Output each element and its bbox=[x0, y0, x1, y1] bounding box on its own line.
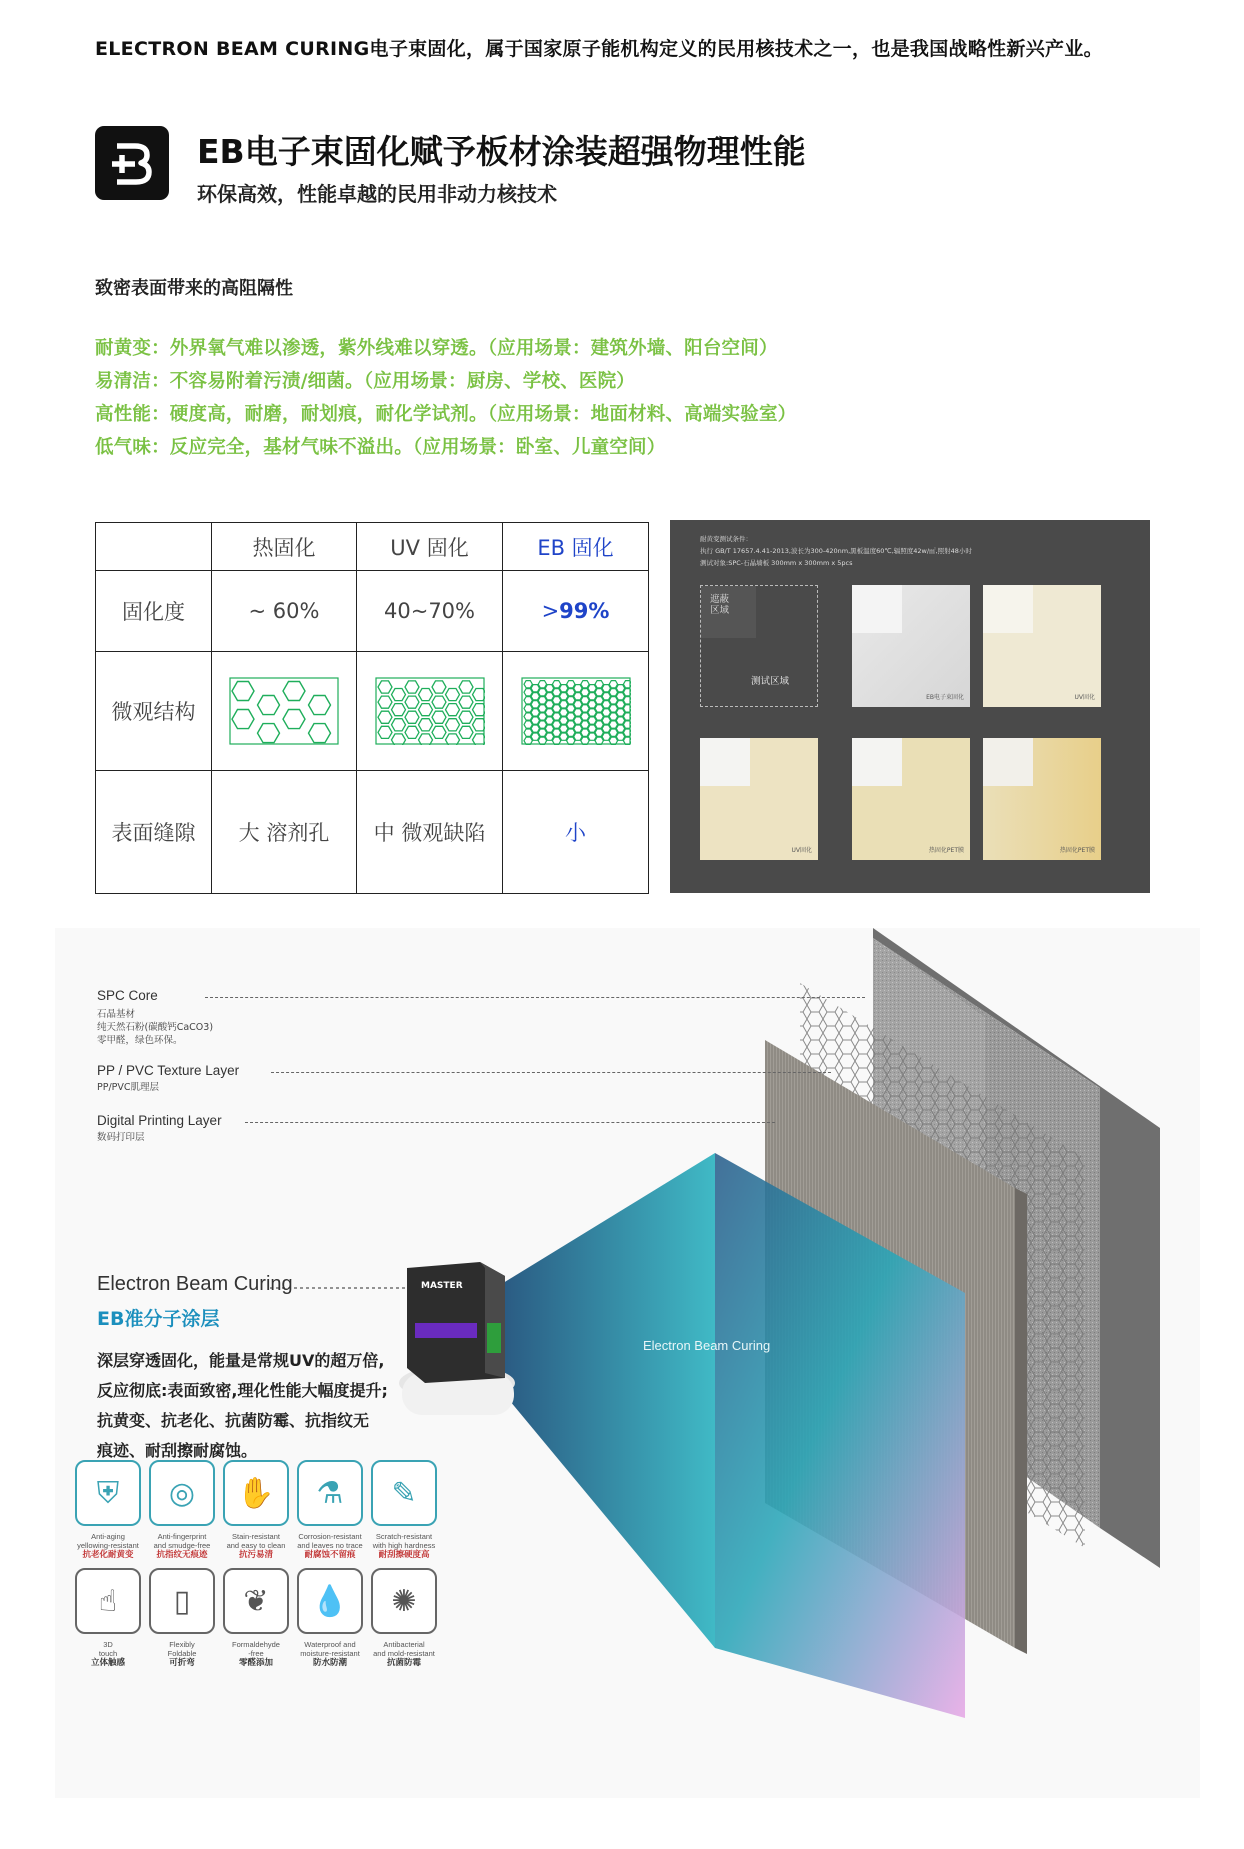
hex-cell bbox=[559, 733, 567, 740]
hex-cell bbox=[587, 701, 595, 708]
sample-label: EB电子束固化 bbox=[926, 694, 964, 701]
hex-cell bbox=[573, 717, 581, 724]
icon-caption-en: Stain-resistant and easy to clean bbox=[226, 1532, 286, 1550]
test-note: 测试对象:SPC-石晶墙板 300mm x 300mm x 5pcs bbox=[700, 559, 853, 567]
hex-cell bbox=[580, 737, 588, 744]
hex-cell bbox=[524, 697, 532, 704]
layer-label-printing: Digital Printing Layer bbox=[97, 1113, 222, 1128]
layer-desc: PP/PVC肌理层 bbox=[97, 1082, 160, 1093]
hex-cell bbox=[616, 709, 624, 716]
hex-cell bbox=[459, 726, 473, 738]
icon-caption-en: Waterproof and moisture-resistant bbox=[300, 1640, 360, 1658]
eb-value: 99% bbox=[559, 599, 610, 623]
shield-area bbox=[700, 738, 750, 786]
water-shield-icon bbox=[297, 1568, 363, 1634]
hex-cell bbox=[232, 710, 254, 729]
hex-cell bbox=[566, 729, 574, 736]
hex-cell bbox=[538, 689, 546, 696]
hex-cell bbox=[472, 719, 485, 731]
hex-cell bbox=[524, 713, 532, 720]
hex-cell bbox=[580, 697, 588, 704]
icon-glyph: ☝ bbox=[98, 1583, 118, 1619]
hex-cell bbox=[552, 697, 560, 704]
hex-cell bbox=[531, 709, 539, 716]
hex-cell bbox=[391, 734, 405, 745]
hex-cell bbox=[545, 709, 553, 716]
icon-caption-cn: 抗菌防霉 bbox=[386, 1658, 421, 1668]
table-row bbox=[96, 771, 649, 894]
hex-cell bbox=[391, 719, 405, 731]
hex-cell bbox=[405, 696, 419, 708]
shield-area bbox=[852, 585, 902, 633]
hex-cell bbox=[538, 737, 546, 744]
table-cell: 40~70% bbox=[357, 571, 503, 652]
row-label: 表面缝隙 bbox=[96, 771, 212, 894]
hex-cell bbox=[566, 737, 574, 744]
hex-cell bbox=[587, 733, 595, 740]
hex-cell bbox=[616, 733, 624, 740]
shield-area bbox=[983, 738, 1033, 786]
hex-cell bbox=[531, 701, 539, 708]
table-cell: 中 微观缺陷 bbox=[357, 771, 503, 894]
hex-cell bbox=[418, 689, 432, 701]
hex-cell bbox=[616, 693, 624, 700]
micro-structure-thermal bbox=[212, 652, 357, 771]
eb-logo bbox=[95, 126, 169, 200]
icon-caption-en: Corrosion-resistant and leaves no trace bbox=[297, 1532, 363, 1550]
table-header-uv: UV 固化 bbox=[357, 523, 503, 571]
hex-cell bbox=[552, 721, 560, 728]
hex-cell bbox=[609, 689, 617, 696]
icon-caption-en: Anti-aging yellowing-resistant bbox=[77, 1532, 139, 1550]
hex-cell bbox=[595, 689, 603, 696]
hex-cell bbox=[609, 713, 617, 720]
hex-cell bbox=[545, 725, 553, 732]
hex-cell bbox=[418, 719, 432, 731]
gt-symbol: > bbox=[541, 599, 560, 623]
hex-cell bbox=[405, 726, 419, 738]
hex-cell bbox=[552, 681, 560, 688]
hex-cell bbox=[545, 693, 553, 700]
shield-zone-label: 遮蔽 区域 bbox=[710, 594, 730, 616]
hex-cell bbox=[445, 704, 459, 716]
hex-cell bbox=[545, 685, 553, 692]
row-label: 固化度 bbox=[96, 571, 212, 652]
feature-item: 耐黄变：外界氧气难以渗透，紫外线难以穿透。（应用场景：建筑外墙、阳台空间） bbox=[95, 338, 778, 359]
folding-icon bbox=[149, 1568, 215, 1634]
hex-cell bbox=[552, 689, 560, 696]
headline: ELECTRON BEAM CURING电子束固化，属于国家原子能机构定义的民用核技术之一，也是我国战略性新兴产业。 bbox=[95, 38, 1103, 60]
hex-cell bbox=[378, 681, 392, 693]
hex-cell bbox=[538, 713, 546, 720]
hex-cell bbox=[602, 709, 610, 716]
feature-item: 易清洁：不容易附着污渍/细菌。（应用场景：厨房、学校、医院） bbox=[95, 371, 636, 392]
table-cell: ~ 60% bbox=[212, 571, 357, 652]
hex-cell bbox=[580, 729, 588, 736]
test-zone-diagram bbox=[700, 585, 818, 707]
hex-cell bbox=[531, 693, 539, 700]
sample-pet-2 bbox=[983, 738, 1101, 860]
hex-cell bbox=[283, 682, 305, 701]
fingerprint-icon bbox=[149, 1460, 215, 1526]
hex-cell bbox=[538, 721, 546, 728]
icon-glyph: ▯ bbox=[173, 1583, 191, 1619]
icon-caption-en: 3D touch bbox=[98, 1640, 118, 1658]
hex-cell bbox=[552, 713, 560, 720]
hex-cell bbox=[545, 717, 553, 724]
layer-label-texture: PP / PVC Texture Layer bbox=[97, 1063, 240, 1078]
table-header-thermal: 热固化 bbox=[212, 523, 357, 571]
hex-cell bbox=[559, 685, 567, 692]
icon-caption-cn: 防水防潮 bbox=[312, 1658, 347, 1668]
pipette-icon bbox=[297, 1460, 363, 1526]
hex-cell bbox=[524, 689, 532, 696]
hex-cell bbox=[566, 681, 574, 688]
hex-cell bbox=[391, 689, 405, 701]
hex-cell bbox=[602, 733, 610, 740]
hex-cell bbox=[459, 696, 473, 708]
hex-cell bbox=[559, 725, 567, 732]
hex-cell bbox=[545, 701, 553, 708]
sample-pet bbox=[852, 738, 970, 860]
hex-cell bbox=[587, 693, 595, 700]
hex-cell bbox=[580, 689, 588, 696]
icon-caption-cn: 抗污易清 bbox=[238, 1550, 273, 1560]
hex-cell bbox=[309, 724, 331, 743]
hex-cell bbox=[559, 709, 567, 716]
table-row bbox=[96, 571, 649, 652]
hex-cell bbox=[531, 717, 539, 724]
hex-cell bbox=[609, 681, 617, 688]
sample-label: UV固化 bbox=[1074, 694, 1095, 701]
shield-sun-icon bbox=[75, 1460, 141, 1526]
hex-cell bbox=[552, 729, 560, 736]
machine-brand: MASTER bbox=[421, 1281, 463, 1291]
leader-line bbox=[271, 1072, 831, 1073]
layer-label-spc: SPC Core bbox=[97, 988, 158, 1003]
icon-caption-cn: 耐刮擦硬度高 bbox=[378, 1550, 430, 1560]
hex-cell bbox=[580, 705, 588, 712]
hex-cell bbox=[405, 681, 419, 693]
hex-cell bbox=[283, 710, 305, 729]
icon-caption-cn: 零醛添加 bbox=[238, 1658, 273, 1668]
ebc-description bbox=[97, 1346, 388, 1466]
hex-cell bbox=[609, 729, 617, 736]
icon-glyph: ⛨ bbox=[96, 1475, 120, 1511]
beam-label: Electron Beam Curing bbox=[643, 1338, 771, 1353]
table-cell-eb: 小 bbox=[503, 771, 649, 894]
yellowing-test-panel bbox=[670, 520, 1150, 893]
machine-indicator bbox=[487, 1323, 501, 1353]
icon-caption-cn: 抗指纹无痕迹 bbox=[156, 1550, 208, 1560]
hex-cell bbox=[445, 734, 459, 745]
table-header-row bbox=[96, 523, 649, 571]
hex-cell bbox=[459, 681, 473, 693]
hex-cell bbox=[587, 725, 595, 732]
hex-cell bbox=[538, 697, 546, 704]
hex-cell bbox=[432, 711, 446, 723]
test-note: 执行 GB/T 17657.4.41-2013,波长为300-420nm,黑板温度60℃,辐照度42w/㎡,照射48小时 bbox=[700, 547, 972, 555]
test-note: 耐黄变测试条件： bbox=[700, 535, 752, 543]
hex-cell bbox=[573, 733, 581, 740]
hex-cell bbox=[432, 726, 446, 738]
hex-cell bbox=[566, 705, 574, 712]
hex-cell bbox=[531, 685, 539, 692]
hex-cell bbox=[616, 701, 624, 708]
touch-hand-icon bbox=[75, 1568, 141, 1634]
hex-cell bbox=[378, 726, 392, 738]
hex-cell bbox=[559, 693, 567, 700]
hex-cell bbox=[552, 737, 560, 744]
feature-icon-card bbox=[359, 1568, 449, 1669]
hex-cell bbox=[545, 733, 553, 740]
icon-caption-cn: 立体触感 bbox=[90, 1658, 125, 1668]
hex-cell bbox=[580, 721, 588, 728]
layer-desc: 石晶基材 bbox=[97, 1009, 136, 1020]
hex-cell bbox=[418, 734, 432, 745]
icon-glyph: ⚗ bbox=[316, 1475, 344, 1511]
hex-cell bbox=[566, 697, 574, 704]
hex-cell bbox=[609, 721, 617, 728]
hex-cell bbox=[524, 729, 532, 736]
layer-desc: 纯天然石粉(碳酸钙CaCO3) bbox=[97, 1022, 214, 1033]
hex-cell bbox=[531, 733, 539, 740]
icon-caption-cn: 耐腐蚀不留痕 bbox=[304, 1550, 356, 1560]
hex-cell bbox=[602, 685, 610, 692]
hex-cell bbox=[258, 696, 280, 715]
page-title: EB电子束固化赋予板材涂装超强物理性能 bbox=[197, 132, 806, 171]
hex-cell bbox=[595, 713, 603, 720]
hex-cell bbox=[595, 697, 603, 704]
hex-cell bbox=[432, 681, 446, 693]
hex-cell bbox=[602, 693, 610, 700]
feature-icon-card bbox=[359, 1460, 449, 1561]
hex-cell bbox=[472, 734, 485, 745]
hex-cell bbox=[418, 704, 432, 716]
icon-caption-cn: 抗老化耐黄变 bbox=[82, 1550, 134, 1560]
table-row bbox=[96, 652, 649, 771]
hex-cell bbox=[609, 705, 617, 712]
ebc-desc-line: 痕迹、耐刮擦耐腐蚀。 bbox=[97, 1441, 258, 1460]
hex-cell bbox=[538, 681, 546, 688]
hex-cell bbox=[378, 711, 392, 723]
hex-cell bbox=[258, 724, 280, 743]
hex-cell bbox=[609, 697, 617, 704]
shield-area bbox=[852, 738, 902, 786]
icon-glyph: ✺ bbox=[391, 1583, 417, 1619]
gear-shield-icon bbox=[371, 1568, 437, 1634]
shield-area bbox=[983, 585, 1033, 633]
layer-desc: 零甲醛，绿色环保。 bbox=[97, 1035, 183, 1046]
hex-cell bbox=[552, 705, 560, 712]
hex-cell bbox=[538, 705, 546, 712]
sample-label: 热固化PET膜 bbox=[1059, 847, 1095, 854]
hex-cell bbox=[587, 709, 595, 716]
hex-cell bbox=[595, 721, 603, 728]
hex-pattern-dense bbox=[521, 677, 631, 745]
icon-caption-en: Anti-fingerprint and smudge-free bbox=[153, 1532, 211, 1550]
hex-cell bbox=[459, 711, 473, 723]
page-subtitle: 环保高效，性能卓越的民用非动力核技术 bbox=[197, 182, 557, 206]
icon-glyph: 💧 bbox=[311, 1583, 349, 1619]
hex-cell bbox=[595, 681, 603, 688]
table-cell: 大 溶剂孔 bbox=[212, 771, 357, 894]
hex-pattern-sparse bbox=[229, 677, 339, 745]
icon-caption-en: Scratch-resistant with high hardness bbox=[372, 1532, 436, 1550]
sample-eb bbox=[852, 585, 970, 707]
icon-caption-en: Antibacterial and mold-resistant bbox=[373, 1640, 435, 1658]
feature-item: 高性能：硬度高，耐磨，耐划痕，耐化学试剂。（应用场景：地面材料、高端实验室） bbox=[95, 404, 797, 425]
sample-uv-2 bbox=[700, 738, 818, 860]
ebc-desc-line: 反应彻底:表面致密,理化性能大幅度提升; bbox=[97, 1381, 388, 1400]
hex-pattern-medium bbox=[375, 677, 485, 745]
hex-cell bbox=[595, 737, 603, 744]
hex-cell bbox=[472, 704, 485, 716]
micro-structure-eb bbox=[503, 652, 649, 771]
hex-cell bbox=[587, 685, 595, 692]
leader-line bbox=[205, 997, 865, 998]
table-cell-eb bbox=[503, 571, 649, 652]
hex-cell bbox=[587, 717, 595, 724]
hex-cell bbox=[566, 689, 574, 696]
sample-uv bbox=[983, 585, 1101, 707]
hex-cell bbox=[602, 701, 610, 708]
hex-cell bbox=[573, 685, 581, 692]
hands-clean-icon bbox=[223, 1460, 289, 1526]
leader-line bbox=[245, 1122, 775, 1123]
hex-cell bbox=[378, 696, 392, 708]
hex-cell bbox=[573, 725, 581, 732]
micro-structure-uv bbox=[357, 652, 503, 771]
hex-cell bbox=[573, 693, 581, 700]
hex-cell bbox=[616, 685, 624, 692]
hex-cell bbox=[538, 729, 546, 736]
hex-cell bbox=[445, 689, 459, 701]
leaf-icon bbox=[223, 1568, 289, 1634]
hex-cell bbox=[309, 696, 331, 715]
sample-label: 热固化PET膜 bbox=[928, 847, 964, 854]
hex-cell bbox=[524, 681, 532, 688]
hex-cell bbox=[524, 705, 532, 712]
ebc-subtitle: EB准分子涂层 bbox=[97, 1308, 220, 1330]
hex-cell bbox=[602, 717, 610, 724]
icon-glyph: ✋ bbox=[237, 1475, 275, 1511]
electron-beam-cone bbox=[495, 1153, 715, 1648]
icon-glyph: ◎ bbox=[168, 1475, 196, 1511]
hex-cell bbox=[432, 696, 446, 708]
curing-comparison-table bbox=[95, 522, 649, 894]
hex-cell bbox=[445, 719, 459, 731]
scratch-tool-icon bbox=[371, 1460, 437, 1526]
hex-cell bbox=[391, 704, 405, 716]
hex-cell bbox=[580, 681, 588, 688]
hex-cell bbox=[616, 725, 624, 732]
hex-cell bbox=[531, 725, 539, 732]
hex-cell bbox=[573, 701, 581, 708]
row-label: 微观结构 bbox=[96, 652, 212, 771]
hex-cell bbox=[566, 721, 574, 728]
hex-cell bbox=[595, 729, 603, 736]
hex-cell bbox=[559, 717, 567, 724]
hex-cell bbox=[405, 711, 419, 723]
hex-cell bbox=[573, 709, 581, 716]
hex-cell bbox=[609, 737, 617, 744]
hex-cell bbox=[232, 682, 254, 701]
hex-cell bbox=[524, 737, 532, 744]
hex-cell bbox=[602, 725, 610, 732]
hex-cell bbox=[472, 689, 485, 701]
icon-glyph: ❦ bbox=[243, 1583, 269, 1619]
layer-desc: 数码打印层 bbox=[97, 1132, 145, 1143]
hex-cell bbox=[559, 701, 567, 708]
printing-layer-edge bbox=[1015, 1188, 1027, 1654]
ebc-desc-line: 深层穿透固化，能量是常规UV的超万倍, bbox=[97, 1351, 385, 1370]
icon-caption-en: Formaldehyde -free bbox=[232, 1640, 280, 1658]
icon-caption-en: Flexibly Foldable bbox=[167, 1640, 197, 1658]
hex-cell bbox=[580, 713, 588, 720]
section-title: 致密表面带来的高阻隔性 bbox=[95, 278, 293, 299]
hex-cell bbox=[566, 713, 574, 720]
hex-cell bbox=[524, 721, 532, 728]
layer-structure-diagram bbox=[55, 928, 1200, 1798]
ebc-desc-line: 抗黄变、抗老化、抗菌防霉、抗指纹无 bbox=[97, 1411, 370, 1430]
table-header-eb: EB 固化 bbox=[503, 523, 649, 571]
feature-list bbox=[95, 334, 796, 466]
icon-caption-cn: 可折弯 bbox=[169, 1658, 195, 1668]
table-header-empty bbox=[96, 523, 212, 571]
ebc-title: Electron Beam Curing bbox=[97, 1273, 293, 1295]
test-zone-label: 测试区域 bbox=[751, 676, 790, 687]
machine-uv-window bbox=[415, 1323, 477, 1338]
hex-cell bbox=[616, 717, 624, 724]
icon-glyph: ✎ bbox=[391, 1475, 417, 1511]
feature-item: 低气味：反应完全，基材气味不溢出。（应用场景：卧室、儿童空间） bbox=[95, 437, 666, 458]
sample-label: UV固化 bbox=[791, 847, 812, 854]
hex-cell bbox=[595, 705, 603, 712]
